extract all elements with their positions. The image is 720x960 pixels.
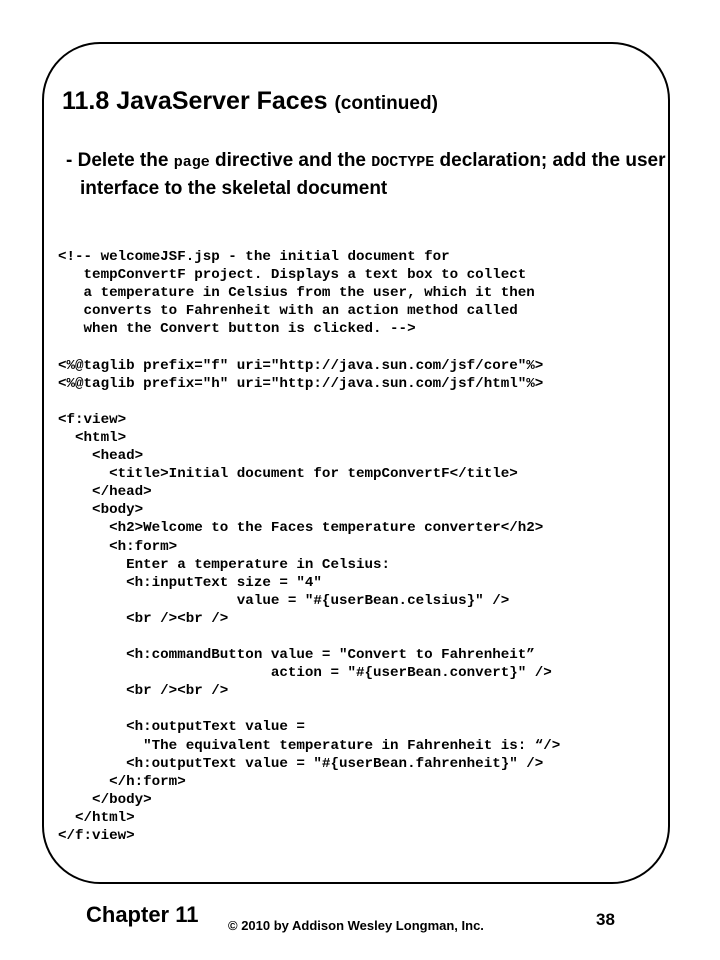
bullet-code-doctype: DOCTYPE xyxy=(371,154,435,171)
code-line: <f:view> xyxy=(58,411,127,428)
code-line: <br /><br /> xyxy=(58,683,229,700)
code-line: <%@taglib prefix="h" uri="http://java.sun.com/jsf/html"%> xyxy=(58,375,544,392)
code-line: <h:form> xyxy=(58,538,178,555)
code-line: tempConvertF project. Displays a text box to collect xyxy=(58,267,527,284)
code-line: action = "#{userBean.convert}" /> xyxy=(58,665,552,682)
code-line: <br /><br /> xyxy=(58,610,229,627)
code-line: </f:view> xyxy=(58,828,135,844)
code-line: <h:outputText value = "#{userBean.fahrenheit}" /> xyxy=(58,755,544,772)
footer-copyright: © 2010 by Addison Wesley Longman, Inc. xyxy=(228,918,484,933)
bullet-suffix: declaration; add the user interface to the skeletal document xyxy=(80,150,666,199)
code-line: </html> xyxy=(58,809,135,826)
code-line xyxy=(58,338,560,356)
code-line: </head> xyxy=(58,484,152,501)
code-line: value = "#{userBean.celsius}" /> xyxy=(58,592,510,609)
code-line: <h:inputText size = "4" xyxy=(58,574,322,591)
code-line: "The equivalent temperature in Fahrenheit is: “/> xyxy=(58,737,561,754)
code-line: Enter a temperature in Celsius: xyxy=(58,556,391,573)
code-line: <body> xyxy=(58,502,144,519)
code-line: <html> xyxy=(58,429,127,446)
code-line: <h2>Welcome to the Faces temperature converter</h2> xyxy=(58,520,544,537)
bullet-code-page: page xyxy=(173,154,210,171)
code-line: <h:outputText value = xyxy=(58,719,305,736)
code-line xyxy=(58,628,560,646)
code-line xyxy=(58,700,560,718)
code-line: </body> xyxy=(58,791,152,808)
code-line: <head> xyxy=(58,448,144,465)
code-line: <title>Initial document for tempConvertF</title> xyxy=(58,466,518,483)
footer-chapter: Chapter 11 xyxy=(86,902,199,927)
page-number: 38 xyxy=(596,910,615,929)
slide-title xyxy=(62,86,438,119)
code-line: <h:commandButton value = "Convert to Fahrenheit” xyxy=(58,647,535,664)
bullet-point xyxy=(66,148,670,202)
slide-title-sub: (continued) xyxy=(334,93,438,114)
code-line: when the Convert button is clicked. --> xyxy=(58,321,416,338)
code-line: </h:form> xyxy=(58,773,186,790)
bullet-prefix: - Delete the xyxy=(66,150,174,171)
slide-title-main: 11.8 JavaServer Faces xyxy=(62,87,328,115)
code-line: <!-- welcomeJSF.jsp - the initial document for xyxy=(58,249,450,265)
code-listing xyxy=(58,248,560,845)
code-line xyxy=(58,393,560,411)
bullet-mid: directive and the xyxy=(209,150,372,171)
code-line: a temperature in Celsius from the user, which it then xyxy=(58,285,535,302)
code-line: <%@taglib prefix="f" uri="http://java.sun.com/jsf/core"%> xyxy=(58,357,544,374)
code-line: converts to Fahrenheit with an action method called xyxy=(58,303,518,320)
